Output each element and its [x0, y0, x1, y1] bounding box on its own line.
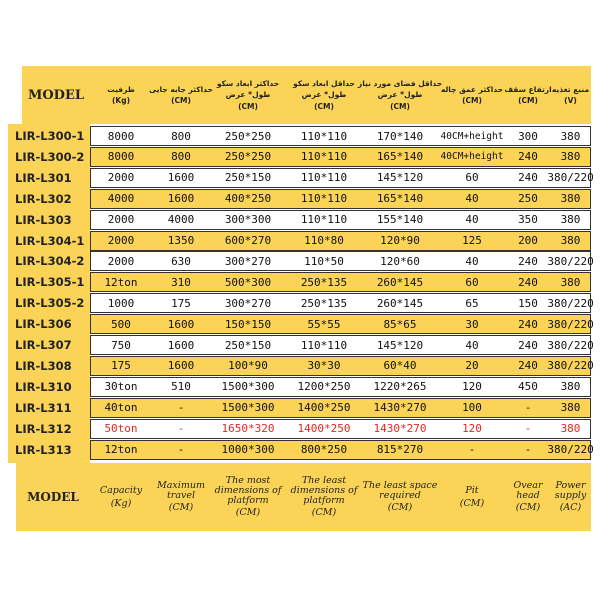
footer-column-line: (CM)	[387, 502, 413, 514]
table-cell: 40	[465, 254, 479, 268]
table-cell: 110*110	[300, 150, 348, 164]
header-column-label: ارتفاع سقف	[504, 84, 552, 94]
footer-column-line: The most	[225, 474, 271, 486]
table-cell: 380/220	[547, 443, 594, 456]
row-model-name: LIR-L300-2	[15, 149, 85, 164]
header-column-unit: (V)	[564, 96, 577, 105]
row-model-name: LIR-L302	[15, 191, 72, 206]
table-cell: 8000	[107, 150, 135, 164]
table-cell: 380/220	[547, 338, 594, 352]
table-cell: 1400*250	[297, 422, 351, 436]
table-cell: 120*90	[380, 234, 420, 247]
table-cell: 110*80	[304, 234, 344, 247]
table-cell: 50ton	[104, 422, 138, 436]
table-cell: 4000	[167, 213, 195, 227]
footer-column-5	[362, 463, 438, 531]
table-cell: 100*90	[228, 359, 268, 373]
footer-column-line: (Kg)	[110, 497, 132, 509]
header-column-sublabel: طول* عرض	[225, 90, 271, 100]
header-column-7	[506, 66, 550, 124]
footer-column-line: The least	[301, 474, 347, 486]
table-cell: 380/220	[547, 317, 594, 331]
table-cell: 240	[518, 338, 538, 352]
table-cell: 165*140	[376, 150, 424, 164]
table-cell: 170*140	[376, 129, 424, 143]
header-column-label: حداقل فضای مورد نیاز	[357, 79, 443, 89]
table-cell: 380	[560, 150, 581, 164]
table-cell: -	[468, 443, 476, 456]
table-cell: -	[177, 443, 185, 456]
table-cell: 8000	[107, 129, 135, 143]
table-cell: 12ton	[104, 443, 138, 456]
table-cell: 310	[171, 275, 191, 289]
footer-column-line: head	[516, 489, 540, 501]
table-cell: 800	[171, 150, 191, 164]
row-model-name: LIR-L305-2	[15, 296, 85, 311]
table-cell: 175	[171, 296, 191, 310]
table-cell: -	[524, 443, 532, 456]
table-cell: 260*145	[376, 296, 424, 310]
table-cell: 1000	[107, 296, 135, 310]
table-cell: 240	[518, 171, 538, 185]
table-cell: 1500*300	[221, 401, 275, 415]
header-column-unit: (CM)	[171, 96, 191, 105]
table-cell: 500	[111, 317, 131, 331]
header-column-sublabel: طول* عرض	[301, 90, 347, 100]
table-cell: 2000	[107, 171, 135, 185]
table-cell: 1400*250	[297, 401, 351, 415]
table-cell: 1200*250	[297, 380, 351, 394]
table-cell: 110*110	[300, 129, 348, 143]
table-cell: 2000	[107, 213, 135, 227]
row-model-name: LIR-L311	[15, 400, 72, 415]
table-cell: 350	[518, 213, 538, 227]
table-cell: 400*250	[224, 192, 272, 206]
table-cell: 380/220	[547, 254, 594, 268]
table-cell: 60	[465, 275, 479, 289]
footer-column-4	[286, 463, 362, 531]
table-cell: 300*300	[224, 213, 272, 227]
table-cell: 380	[560, 129, 581, 143]
footer-column-line: supply	[554, 489, 587, 501]
table-cell: 250*135	[300, 275, 348, 289]
table-cell: 165*140	[376, 192, 424, 206]
table-cell: 380	[560, 213, 581, 227]
header-column-6	[438, 66, 506, 124]
table-cell: 815*270	[376, 443, 424, 456]
table-cell: 300	[518, 129, 538, 143]
table-cell: 40	[465, 192, 479, 206]
header-column-3	[210, 66, 286, 124]
table-cell: 800	[171, 129, 191, 143]
footer-column-line: platform	[227, 494, 269, 506]
footer-column-line: Maximum	[157, 479, 205, 491]
table-cell: 250*250	[224, 129, 272, 143]
row-model-name: LIR-L307	[15, 338, 72, 352]
footer-column-line: platform	[303, 494, 345, 506]
table-cell: 150	[518, 296, 538, 310]
header-column-4	[286, 66, 362, 124]
footer-column-line: (CM)	[235, 507, 261, 519]
table-cell: 1500*300	[221, 380, 275, 394]
table-cell: -	[177, 401, 185, 415]
table-cell: 240	[518, 275, 538, 289]
header-column-2	[149, 66, 213, 124]
row-model-name: LIR-L303	[15, 212, 72, 227]
footer-column-line: (AC)	[559, 502, 582, 514]
table-cell: 40	[465, 338, 479, 352]
footer-column-1	[90, 463, 152, 531]
table-cell: 120	[462, 380, 482, 394]
table-cell: 175	[111, 359, 131, 373]
header-column-5	[357, 66, 443, 124]
table-cell: 750	[111, 338, 131, 352]
header-column-label: منبع تغذیه	[551, 84, 590, 94]
table-cell: 85*65	[383, 317, 417, 331]
header-column-label: حداکثر جابه جایی	[149, 84, 213, 94]
table-cell: 380/220	[547, 296, 594, 310]
table-cell: 800*250	[300, 443, 348, 456]
footer-column-line: required	[379, 489, 421, 501]
table-cell: 500*300	[224, 275, 272, 289]
header-column-unit: (Kg)	[111, 96, 131, 105]
table-cell: 120*60	[380, 254, 420, 268]
table-cell: 1600	[167, 192, 195, 206]
table-cell: 1600	[167, 171, 195, 185]
table-cell: 120	[462, 422, 482, 436]
table-cell: 110*110	[300, 338, 348, 352]
footer-column-6	[438, 463, 506, 531]
table-cell: 40ton	[104, 401, 138, 415]
table-cell: 110*110	[300, 213, 348, 227]
table-cell: -	[524, 422, 532, 436]
table-cell: 250	[518, 192, 538, 206]
table-cell: 450	[518, 380, 538, 394]
table-cell: 1430*270	[373, 422, 427, 436]
row-model-name: LIR-L304-1	[15, 233, 85, 248]
header-model-label: MODEL	[27, 87, 85, 103]
table-cell: 145*120	[376, 338, 424, 352]
row-model-name: LIR-L305-1	[15, 275, 85, 290]
table-cell: 510	[171, 380, 191, 394]
table-cell: 250*250	[224, 150, 272, 164]
table-cell: 55*55	[307, 317, 341, 331]
table-cell: -	[524, 401, 532, 415]
table-cell: 380	[560, 192, 581, 206]
table-cell: 145*120	[376, 171, 424, 185]
footer-column-line: dimensions of	[214, 484, 282, 496]
table-cell: 260*145	[376, 275, 424, 289]
footer-column-line: (CM)	[311, 507, 337, 519]
table-cell: 380	[560, 422, 581, 436]
footer-column-3	[210, 463, 286, 531]
table-cell: -	[177, 422, 185, 436]
table-cell: 380/220	[547, 171, 594, 185]
header-column-sublabel: طول* عرض	[377, 90, 423, 100]
table-cell: 380/220	[547, 359, 594, 373]
row-model-name: LIR-L308	[15, 358, 72, 373]
table-cell: 12ton	[104, 275, 138, 289]
table-cell: 2000	[107, 254, 135, 268]
header-column-unit: (CM)	[314, 101, 334, 111]
footer-column-line: (CM)	[168, 502, 194, 514]
table-cell: 250*135	[300, 296, 348, 310]
footer-column-line: Pit	[465, 484, 479, 496]
row-model-name: LIR-L312	[15, 421, 72, 436]
table-cell: 240	[518, 254, 538, 268]
table-cell: 100	[462, 401, 482, 415]
table-cell: 4000	[107, 192, 135, 206]
row-model-name: LIR-L306	[15, 317, 72, 332]
table-cell: 300*270	[224, 254, 272, 268]
table-cell: 40CM+height	[440, 130, 504, 142]
header-column-unit: (CM)	[462, 96, 482, 105]
table-cell: 60	[465, 171, 479, 185]
table-cell: 110*110	[300, 171, 348, 185]
table-cell: 1430*270	[373, 401, 427, 415]
table-cell: 630	[171, 254, 191, 268]
table-cell: 60*40	[383, 359, 417, 373]
table-cell: 380	[560, 275, 581, 289]
table-cell: 30ton	[104, 380, 138, 394]
table-cell: 1000*300	[221, 443, 275, 456]
header-column-label: حداکثر ابعاد سکو	[216, 79, 280, 89]
header-column-label: حداقل ابعاد سکو	[293, 79, 355, 89]
table-cell: 380	[560, 401, 581, 415]
footer-column-line: Capacity	[99, 484, 143, 496]
table-cell: 40CM+height	[440, 151, 504, 163]
table-cell: 30	[465, 317, 479, 331]
header-column-8	[550, 66, 591, 124]
table-cell: 1350	[167, 234, 195, 247]
header-column-unit: (CM)	[238, 101, 258, 111]
header-column-unit: (CM)	[518, 96, 538, 105]
footer-column-8	[550, 463, 591, 531]
footer-column-7	[506, 463, 550, 531]
footer-column-line: travel	[166, 489, 196, 501]
spec-table	[8, 66, 594, 531]
table-cell: 200	[518, 234, 538, 247]
row-model-name: LIR-L304-2	[15, 254, 85, 269]
table-cell: 2000	[107, 234, 135, 247]
table-cell: 30*30	[307, 359, 341, 373]
table-cell: 1650*320	[221, 422, 275, 436]
table-cell: 65	[465, 296, 479, 310]
footer-column-line: (CM)	[459, 497, 485, 509]
footer-column-line: Ovear	[513, 479, 543, 491]
row-model-name: LIR-L310	[15, 379, 72, 394]
footer-column-line: The least space	[362, 479, 438, 491]
table-cell: 20	[465, 359, 479, 373]
footer-column-2	[152, 463, 210, 531]
table-cell: 380	[560, 380, 581, 394]
table-cell: 1600	[167, 317, 195, 331]
header-column-label: ظرفیت	[107, 84, 135, 94]
table-cell: 155*140	[376, 213, 424, 227]
header-column-1	[90, 66, 152, 124]
header-column-unit: (CM)	[390, 101, 410, 111]
table-cell: 380	[560, 234, 581, 247]
table-cell: 40	[465, 213, 479, 227]
footer-column-line: Power	[555, 479, 586, 491]
table-cell: 1220*265	[373, 380, 427, 394]
table-cell: 125	[462, 234, 482, 247]
table-cell: 1600	[167, 359, 195, 373]
table-cell: 240	[518, 317, 538, 331]
table-cell: 150*150	[224, 317, 272, 331]
table-cell: 110*110	[300, 192, 348, 206]
table-cell: 600*270	[224, 234, 272, 247]
row-model-name: LIR-L300-1	[15, 129, 85, 143]
row-model-name: LIR-L301	[15, 170, 72, 185]
footer-column-line: dimensions of	[290, 484, 358, 496]
footer-model-label: MODEL	[27, 490, 79, 504]
table-cell: 240	[518, 359, 538, 373]
table-cell: 110*50	[304, 254, 344, 268]
table-cell: 250*150	[224, 338, 272, 352]
table-cell: 300*270	[224, 296, 272, 310]
table-cell: 240	[518, 150, 538, 164]
table-cell: 1600	[167, 338, 195, 352]
row-model-name: LIR-L313	[15, 442, 72, 457]
table-cell: 250*150	[224, 171, 272, 185]
header-column-label: حداکثر عمق چاله	[440, 84, 504, 94]
footer-column-line: (CM)	[515, 502, 541, 514]
